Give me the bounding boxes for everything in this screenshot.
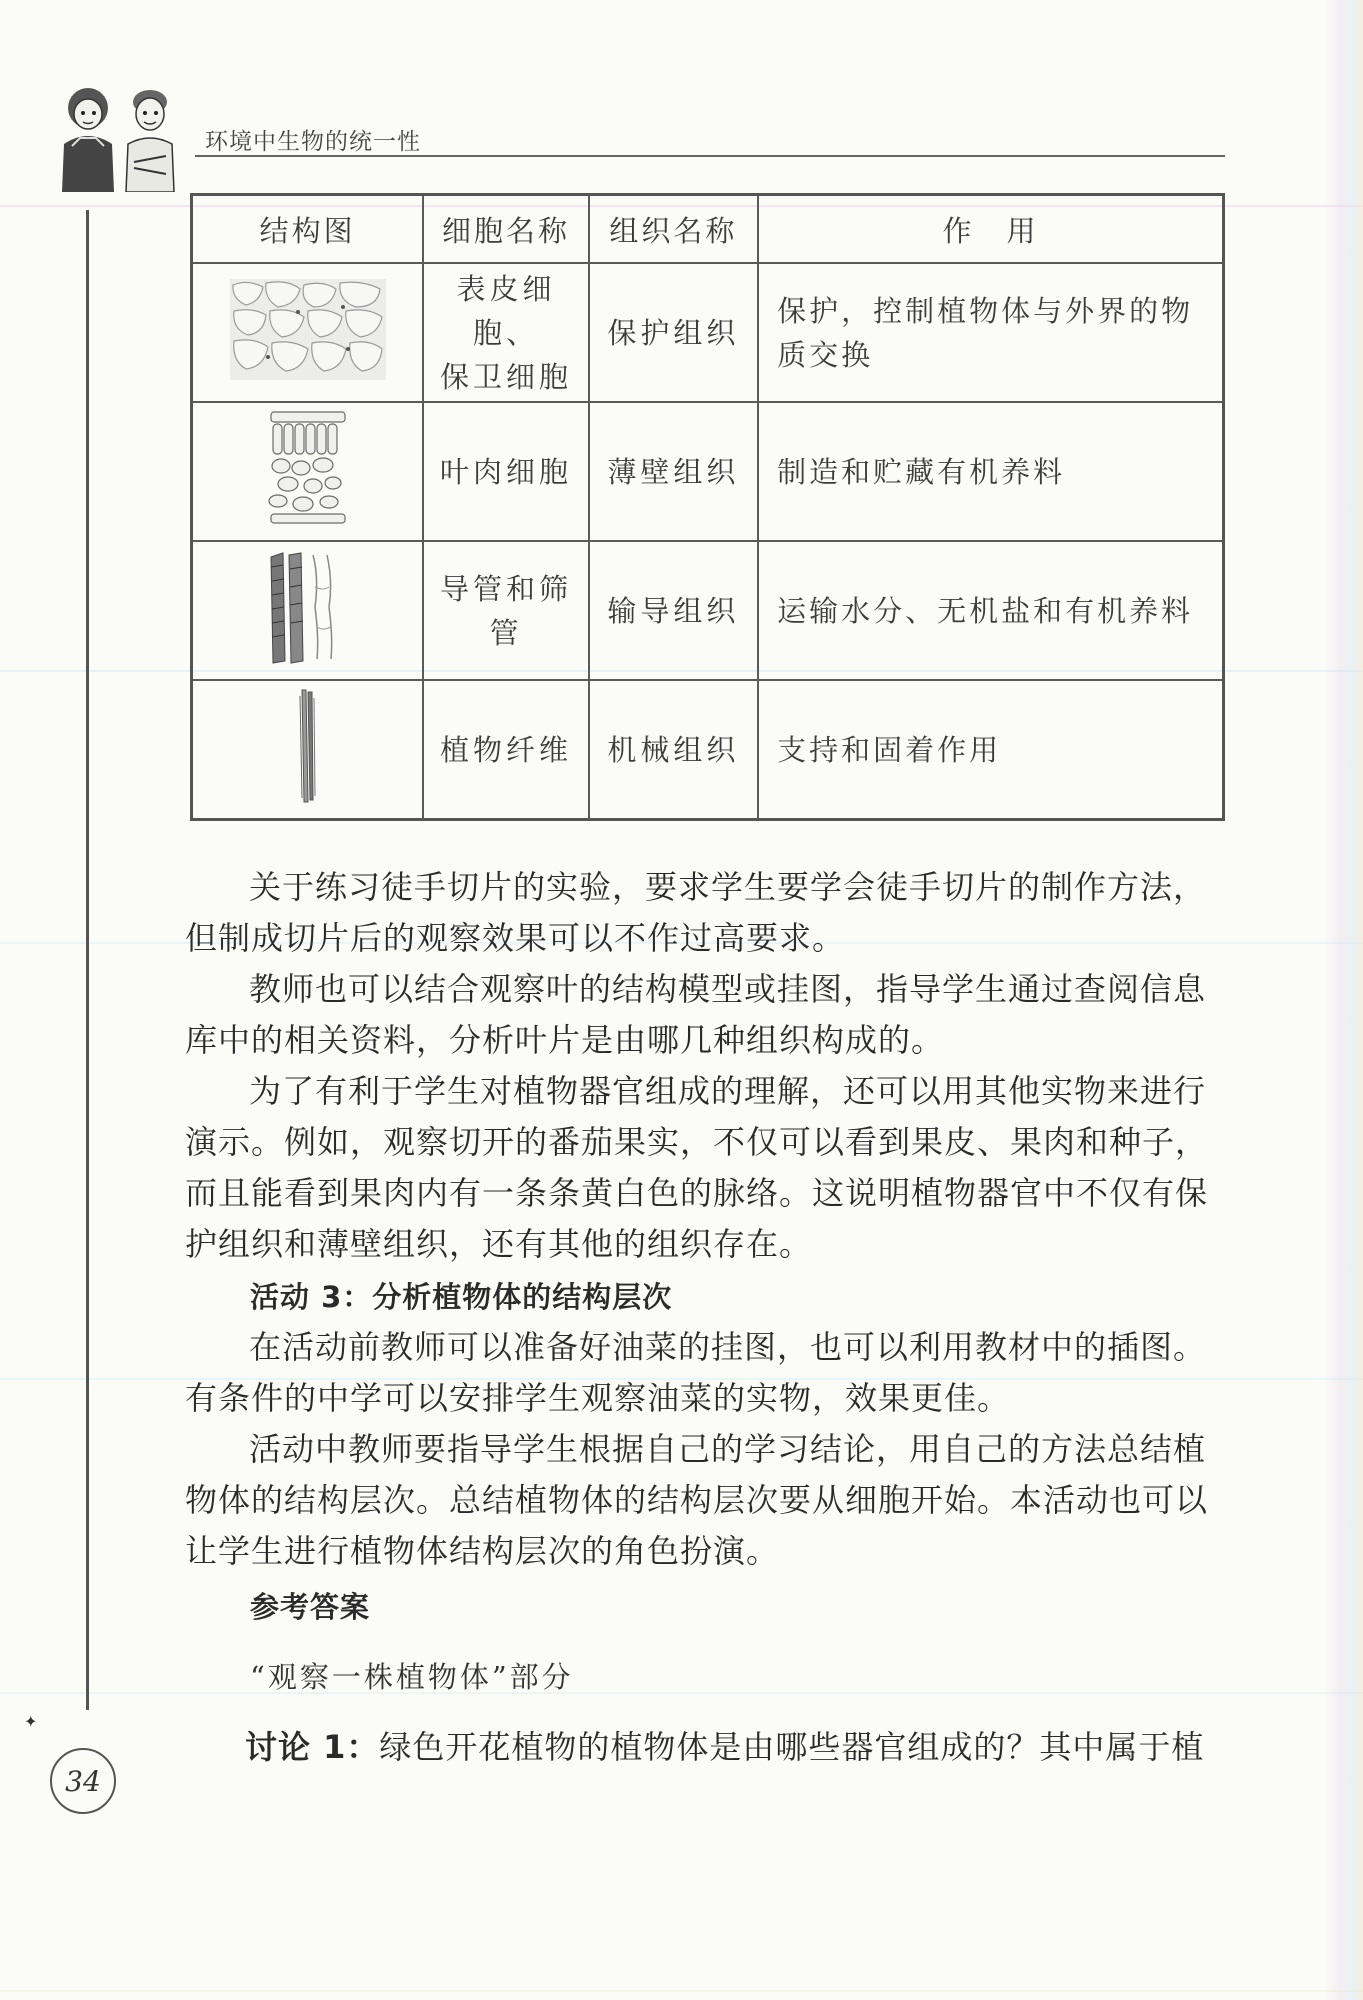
- effect-cell: 运输水分、无机盐和有机养料: [758, 541, 1223, 680]
- discussion-line: [245, 1722, 1204, 1768]
- discussion-text: 绿色开花植物的植物体是由哪些器官组成的？其中属于植: [379, 1728, 1205, 1766]
- cell-name-cell: 叶肉细胞: [423, 402, 589, 541]
- activity-heading: 活动 3：分析植物体的结构层次: [250, 1280, 673, 1314]
- tissue-name-cell: 输导组织: [589, 541, 758, 680]
- structure-figure-cell: [192, 680, 424, 820]
- structure-figure-cell: [192, 402, 424, 541]
- column-header: 组织名称: [589, 195, 758, 264]
- tissue-table: [190, 193, 1225, 821]
- effect-cell: 支持和固着作用: [758, 680, 1223, 820]
- paragraph: 教师也可以结合观察叶的结构模型或挂图，指导学生通过查阅信息库中的相关资料，分析叶片是由哪几种组织构成的。: [185, 970, 1207, 1059]
- cell-name-cell: 植物纤维: [423, 680, 589, 820]
- discussion-label: 讨论 1：: [245, 1728, 380, 1766]
- paragraph: 关于练习徒手切片的实验，要求学生要学会徒手切片的制作方法，但制成切片后的观察效果可以不作过高要求。: [185, 868, 1207, 957]
- paragraph: 为了有利于学生对植物器官组成的理解，还可以用其他实物来进行演示。例如，观察切开的番茄果实，不仅可以看到果皮、果肉和种子，而且能看到果肉内有一条条黄白色的脉络。这说明植物器官中不仅有保护组织和薄壁组织，还有其他的组织存在。: [185, 1072, 1209, 1263]
- cell-name-line: 表皮细胞、: [456, 271, 556, 350]
- fiber-figure: [288, 686, 328, 806]
- effect-cell: 制造和贮藏有机养料: [758, 402, 1223, 541]
- header-rule: [195, 155, 1225, 157]
- cell-name-line: 保卫细胞: [439, 359, 572, 394]
- structure-figure-cell: [192, 263, 424, 402]
- section-label: “观察一株植物体”部分: [250, 1660, 574, 1694]
- tissue-name-cell: 薄壁组织: [589, 402, 758, 541]
- table-header-row: [192, 195, 1224, 264]
- table-row: [192, 541, 1224, 680]
- scan-stripe: [0, 1692, 1363, 1694]
- page-number: 34: [50, 1748, 116, 1814]
- tissue-name-cell: 机械组织: [589, 680, 758, 820]
- structure-figure-cell: [192, 541, 424, 680]
- vessel-figure: [263, 547, 353, 667]
- table-row: [192, 402, 1224, 541]
- column-header: 结构图: [192, 195, 424, 264]
- column-header: 细胞名称: [423, 195, 589, 264]
- cell-name-cell: [423, 263, 589, 402]
- column-header: 作 用: [758, 195, 1223, 264]
- epidermis-figure: [228, 277, 388, 382]
- section-title: 环境中生物的统一性: [205, 129, 421, 155]
- paragraph: 在活动前教师可以准备好油菜的挂图，也可以利用教材中的插图。有条件的中学可以安排学生观察油菜的实物，效果更佳。: [185, 1328, 1207, 1417]
- scan-edge-streak: [1325, 0, 1363, 2000]
- mesophyll-figure: [263, 408, 353, 528]
- margin-mark-icon: ✦: [24, 1712, 38, 1731]
- table-row: [192, 263, 1224, 402]
- body-block-1: [185, 862, 1215, 1270]
- paragraph: 活动中教师要指导学生根据自己的学习结论，用自己的方法总结植物体的结构层次。总结植物体的结构层次要从细胞开始。本活动也可以让学生进行植物体结构层次的角色扮演。: [185, 1430, 1209, 1570]
- students-illustration: [50, 82, 190, 192]
- body-block-2: [185, 1322, 1215, 1577]
- cell-name-cell: 导管和筛管: [423, 541, 589, 680]
- answer-heading: 参考答案: [250, 1590, 371, 1624]
- effect-cell: 保护，控制植物体与外界的物质交换: [758, 263, 1223, 402]
- scan-stripe: [0, 1990, 1363, 1992]
- margin-rule: [86, 210, 89, 1710]
- tissue-name-cell: 保护组织: [589, 263, 758, 402]
- table-row: [192, 680, 1224, 820]
